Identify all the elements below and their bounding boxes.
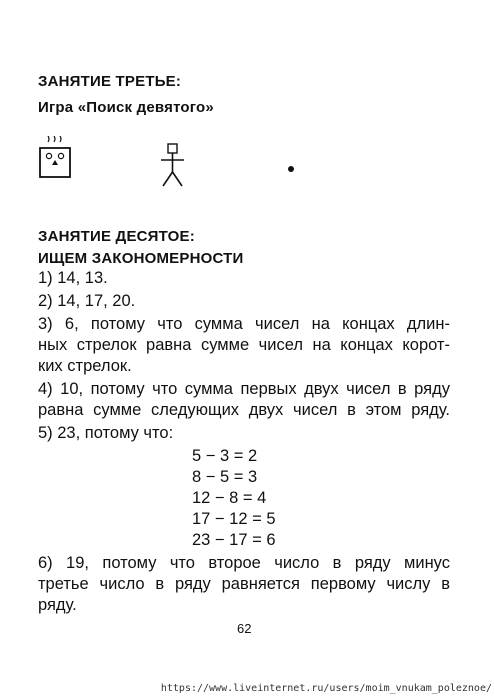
answer-4-line-1: 4) 10, потому что сумма первых двух чисел в ряду	[38, 380, 450, 398]
answer-4-line-2: равна сумме следующих двух чисел в этом ряду.	[38, 401, 450, 419]
equation-row: 12 − 8 = 4	[192, 489, 267, 507]
dot-icon	[286, 164, 296, 174]
box-face-icon	[38, 136, 74, 180]
answer-2: 2) 14, 17, 20.	[38, 292, 136, 310]
equation-row: 8 − 5 = 3	[192, 468, 258, 486]
answer-6-line-3: ряду.	[38, 596, 77, 614]
answer-3-line-2: ных стрелок равна сумме чисел на концах корот-	[38, 336, 450, 354]
section-title-lesson-three: ЗАНЯТИЕ ТРЕТЬЕ:	[38, 73, 182, 90]
equation-row: 23 − 17 = 6	[192, 531, 276, 549]
answer-3-line-3: ких стрелок.	[38, 357, 132, 375]
equation-row: 5 − 3 = 2	[192, 447, 258, 465]
answer-6-line-1: 6) 19, потому что второе число в ряду минус	[38, 554, 450, 572]
page-number: 62	[237, 621, 252, 636]
answer-5: 5) 23, потому что:	[38, 424, 174, 442]
answer-6-line-2: третье число в ряду равняется первому числу в	[38, 575, 450, 593]
section-title-lesson-ten: ЗАНЯТИЕ ДЕСЯТОЕ:	[38, 228, 195, 245]
footer-url-watermark: https://www.liveinternet.ru/users/moim_vnukam_poleznoe/	[160, 683, 492, 694]
answer-1: 1) 14, 13.	[38, 269, 108, 287]
answer-3-line-1: 3) 6, потому что сумма чисел на концах длин-	[38, 315, 450, 333]
section-subtitle-patterns: ИЩЕМ ЗАКОНОМЕРНОСТИ	[38, 250, 244, 267]
stick-figure-icon	[158, 142, 188, 190]
equation-row: 17 − 12 = 5	[192, 510, 276, 528]
section-subtitle-game: Игра «Поиск девятого»	[38, 99, 214, 116]
